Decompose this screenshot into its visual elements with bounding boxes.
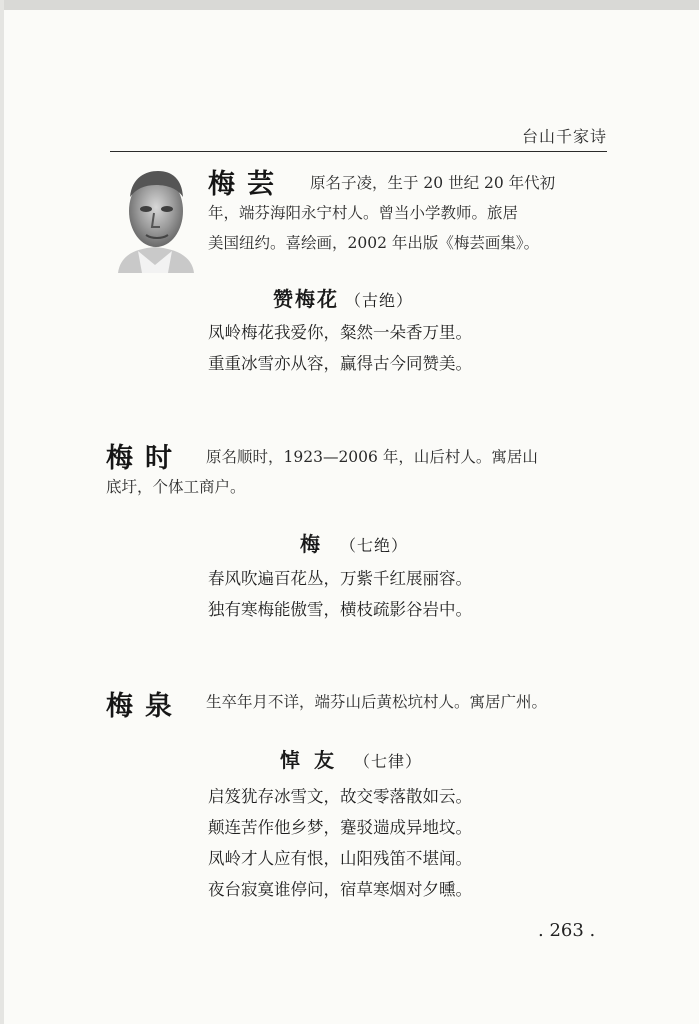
poem-title-2 bbox=[300, 528, 408, 557]
bio-line: 生卒年月不详，端芬山后黄松坑村人。寓居广州。 bbox=[206, 693, 548, 711]
author-name-1: 梅芸 bbox=[208, 169, 286, 200]
author-bio-1 bbox=[208, 168, 555, 258]
bio-line: 年，端芬海阳永宁村人。曾当小学教师。旅居 bbox=[208, 204, 519, 222]
poem-form: （古绝） bbox=[345, 291, 414, 310]
scan-top-edge bbox=[0, 0, 699, 10]
poem-line: 重重冰雪亦从容，赢得古今同赞美。 bbox=[208, 354, 472, 373]
poem-title-text: 赞梅花 bbox=[273, 287, 339, 311]
poem-title-1 bbox=[273, 283, 413, 312]
poem-title-3 bbox=[280, 744, 422, 773]
poem-title-text: 悼友 bbox=[280, 748, 348, 772]
running-header-title: 台山千家诗 bbox=[521, 127, 607, 146]
poem-line: 启笈犹存冰雪文，故交零落散如云。 bbox=[208, 787, 472, 806]
page-number: . 263 . bbox=[538, 920, 596, 941]
bio-line: 原名顺时，1923—2006 年，山后村人。寓居山 bbox=[206, 448, 538, 466]
poem-body-1 bbox=[208, 317, 472, 379]
poem-body-2 bbox=[208, 563, 472, 625]
poem-line: 夜台寂寞谁停问，宿草寒烟对夕曛。 bbox=[208, 880, 472, 899]
poem-body-3 bbox=[208, 781, 472, 905]
header-rule bbox=[110, 151, 607, 152]
bio-line: 原名子凌，生于 20 世纪 20 年代初 bbox=[310, 174, 556, 192]
author-name-2: 梅时 bbox=[106, 443, 184, 474]
poem-title-text: 梅 bbox=[300, 532, 322, 556]
scan-left-edge bbox=[0, 0, 4, 1024]
poem-line: 颠连苦作他乡梦，蹇驳遄成异地坟。 bbox=[208, 818, 472, 837]
author-bio-2 bbox=[106, 442, 538, 502]
poem-form: （七绝） bbox=[340, 536, 409, 555]
poem-line: 凤岭才人应有恨，山阳残笛不堪闻。 bbox=[208, 849, 472, 868]
author-name-3: 梅泉 bbox=[106, 691, 184, 722]
poem-line: 凤岭梅花我爱你，粲然一朵香万里。 bbox=[208, 323, 472, 342]
poem-line: 独有寒梅能傲雪，横枝疏影谷岩中。 bbox=[208, 600, 472, 619]
poem-form: （七律） bbox=[354, 752, 423, 771]
poem-line: 春风吹遍百花丛，万紫千红展丽容。 bbox=[208, 569, 472, 588]
bio-line: 美国纽约。喜绘画，2002 年出版《梅芸画集》。 bbox=[208, 234, 540, 252]
author-portrait-photo bbox=[110, 165, 200, 273]
bio-line: 底圩，个体工商户。 bbox=[106, 478, 246, 496]
author-bio-3 bbox=[206, 687, 547, 717]
